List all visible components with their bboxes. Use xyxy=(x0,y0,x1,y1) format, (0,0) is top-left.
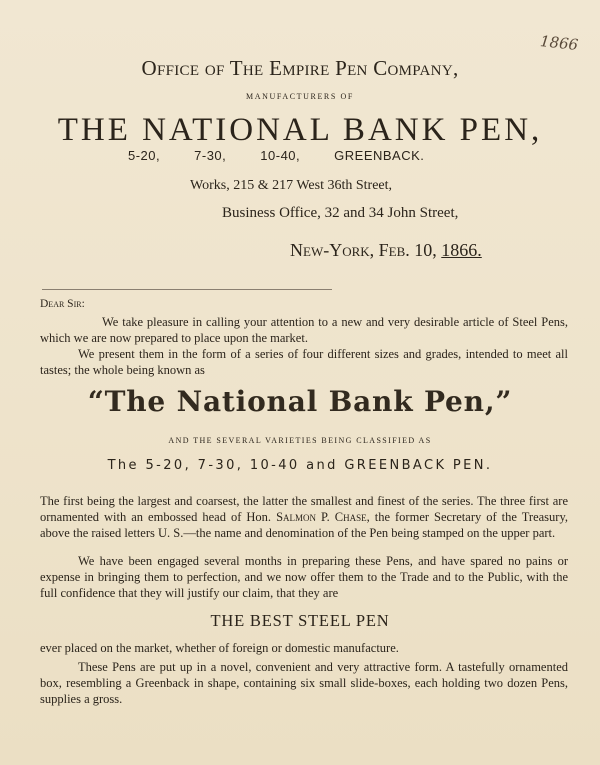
paragraph-1: We take pleasure in calling your attention to a new and very desirable article of Steel Pens, which we are now prepared to place upon the market. xyxy=(40,315,568,345)
chase-name: Salmon P. Chase, xyxy=(276,510,370,524)
dateline xyxy=(290,240,482,261)
model-5-20: 5-20, xyxy=(128,148,161,163)
pen-name-title: “The National Bank Pen,” xyxy=(87,385,513,418)
paragraph-3-part-a: The first being the largest and coarsest, the latter the smallest and finest of the series. The three first are ornamented with an embossed head of Hon. xyxy=(40,494,568,524)
model-greenback: GREENBACK. xyxy=(334,148,425,163)
model-10-40: 10-40, xyxy=(260,148,301,163)
handwritten-annotation: 1866 xyxy=(538,32,579,54)
best-steel-pen-heading: THE BEST STEEL PEN xyxy=(210,611,390,630)
paragraph-5: ever placed on the market, whether of foreign or domestic manufacture. xyxy=(40,641,399,655)
dateline-text: New-York, Feb. 10, xyxy=(290,240,437,260)
paragraph-3 xyxy=(40,493,568,541)
manufacturers-of: MANUFACTURERS OF xyxy=(246,92,354,101)
business-office-address: Business Office, 32 and 34 John Street, xyxy=(222,205,459,221)
classified-line: AND THE SEVERAL VARIETIES BEING CLASSIFIED AS xyxy=(168,436,432,445)
paragraph-6: These Pens are put up in a novel, convenient and very attractive form. A tastefully ornamented box, resembling a Greenback in shape, containing six small slide-boxes, each holding two dozen Pens, supplies a gross. xyxy=(40,660,568,706)
variants-line: The 5-20, 7-30, 10-40 and GREENBACK PEN. xyxy=(107,458,493,473)
main-title: THE NATIONAL BANK PEN, xyxy=(57,112,543,148)
dateline-year: 1866. xyxy=(441,240,482,260)
paragraph-3-part-b: the former Secretary of the Treasury, above the raised letters U. S.—the name and denomination of the Pen being stamped on the upper part. xyxy=(40,510,569,540)
model-7-30: 7-30, xyxy=(194,148,227,163)
models-line xyxy=(128,148,458,163)
salutation: Dear Sir: xyxy=(40,298,85,310)
office-line: Office of The Empire Pen Company, xyxy=(141,56,459,80)
paragraph-4: We have been engaged several months in preparing these Pens, and have spared no pains or expense in bringing them to perfection, and we now offer them to the Trade and to the Public, with the full confidence that they will justify our claim, that they are xyxy=(40,554,568,600)
paragraph-2: We present them in the form of a series of four different sizes and grades, intended to meet all tastes; the whole being known as xyxy=(40,347,568,377)
works-address: Works, 215 & 217 West 36th Street, xyxy=(190,178,393,193)
divider-rule xyxy=(42,289,332,290)
